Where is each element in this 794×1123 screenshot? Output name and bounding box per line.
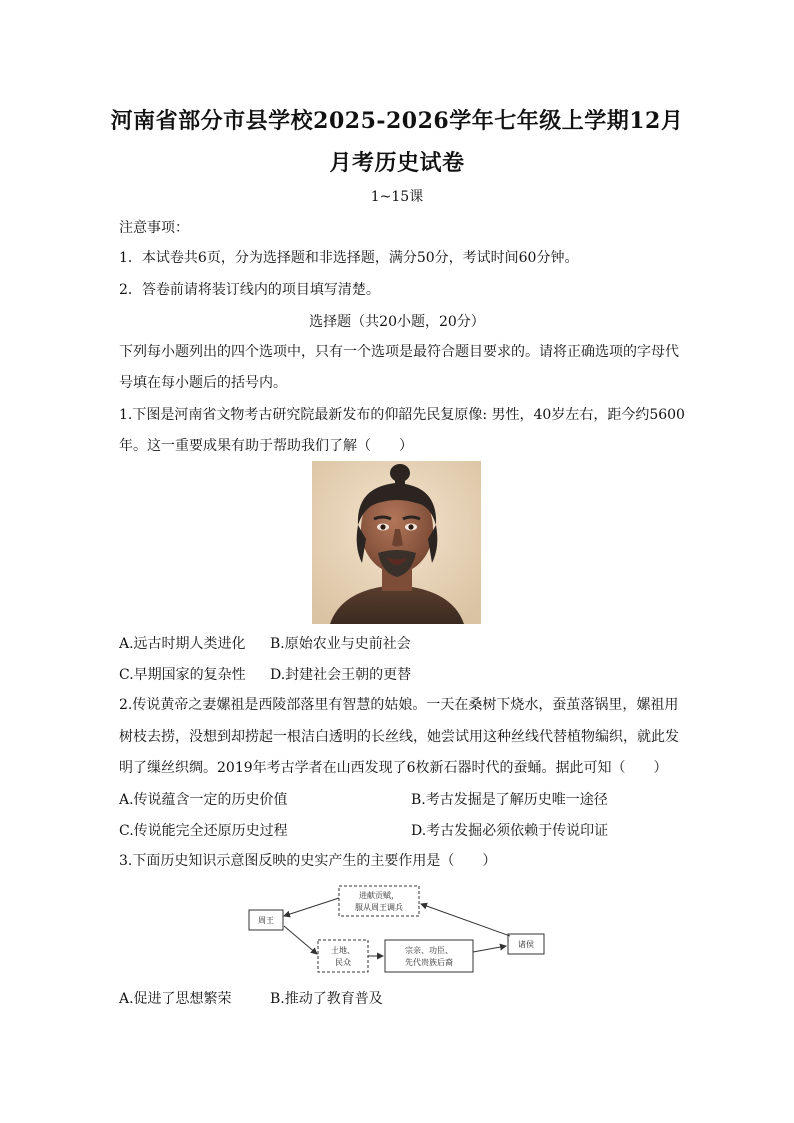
lords-label-line1: 宗亲、功臣、 xyxy=(405,946,453,955)
land-box xyxy=(318,940,368,972)
arrow-vassals-to-tribute xyxy=(421,904,510,936)
notice-item-2: 2．答卷前请将装订线内的项目填写清楚。 xyxy=(119,282,380,298)
q1-option-b: B.原始农业与史前社会 xyxy=(270,636,411,652)
section-instruction-line1: 下列每小题列出的四个选项中，只有一个选项是最符合题目要求的。请将正确选项的字母代 xyxy=(119,344,679,360)
vassals-label: 诸侯 xyxy=(518,940,534,949)
arrow-king-to-land xyxy=(284,926,317,954)
q2-option-d: D.考古发掘必须依赖于传说印证 xyxy=(411,823,609,839)
arrow-tribute-to-king xyxy=(284,898,339,916)
q1-stem-line2: 年。这一重要成果有助于帮助我们了解（ ） xyxy=(119,438,413,454)
notice-heading: 注意事项： xyxy=(119,220,189,236)
q2-stem-line2: 树枝去捞，没想到却捞起一根洁白透明的长丝线，她尝试用这种丝线代替植物编织，就此发 xyxy=(119,729,679,745)
notice-item-1: 1．本试卷共6页，分为选择题和非选择题，满分50分，考试时间60分钟。 xyxy=(119,250,579,266)
exam-title-line2: 月考历史试卷 xyxy=(329,150,465,176)
land-label-line1: 土地、 xyxy=(331,946,355,955)
section-instruction-line2: 号填在每小题后的括号内。 xyxy=(119,375,287,391)
reconstruction-portrait-image xyxy=(312,461,481,624)
q3-stem-line1: 3.下面历史知识示意图反映的史实产生的主要作用是（ ） xyxy=(119,853,497,869)
feudal-system-diagram xyxy=(240,880,550,980)
q1-option-c: C.早期国家的复杂性 xyxy=(119,667,246,683)
q1-option-d: D.封建社会王朝的更替 xyxy=(270,667,412,683)
section-heading: 选择题（共20小题，20分） xyxy=(309,314,485,330)
q3-option-a: A.促进了思想繁荣 xyxy=(119,991,232,1007)
lords-box xyxy=(385,940,473,972)
king-label: 周王 xyxy=(258,916,274,925)
q1-option-a: A.远古时期人类进化 xyxy=(119,636,246,652)
q3-option-b: B.推动了教育普及 xyxy=(270,991,383,1007)
land-label-line2: 民众 xyxy=(335,958,351,967)
tribute-label-line1: 进献贡赋， xyxy=(359,891,399,900)
q2-option-c: C.传说能完全还原历史过程 xyxy=(119,823,288,839)
lords-label-line2: 先代贵族后裔 xyxy=(405,958,453,967)
lesson-scope: 1~15课 xyxy=(370,189,424,205)
exam-title-line1: 河南省部分市县学校2025-2026学年七年级上学期12月 xyxy=(110,108,684,134)
q2-stem-line1: 2.传说黄帝之妻嫘祖是西陵部落里有智慧的姑娘。一天在桑树下烧水，蚕茧落锅里，嫘祖用 xyxy=(119,697,679,713)
q2-option-a: A.传说蕴含一定的历史价值 xyxy=(119,792,288,808)
q2-stem-line3: 明了缫丝织绸。2019年考古学者在山西发现了6枚新石器时代的蚕蛹。据此可知（ ） xyxy=(119,760,668,776)
q2-option-b: B.考古发掘是了解历史唯一途径 xyxy=(411,792,608,808)
tribute-label-line2: 服从周王调兵 xyxy=(355,903,403,912)
arrow-lords-to-vassals xyxy=(473,946,506,952)
q1-stem-line1: 1.下图是河南省文物考古研究院最新发布的仰韶先民复原像: 男性，40岁左右，距今约5600 xyxy=(119,407,685,423)
